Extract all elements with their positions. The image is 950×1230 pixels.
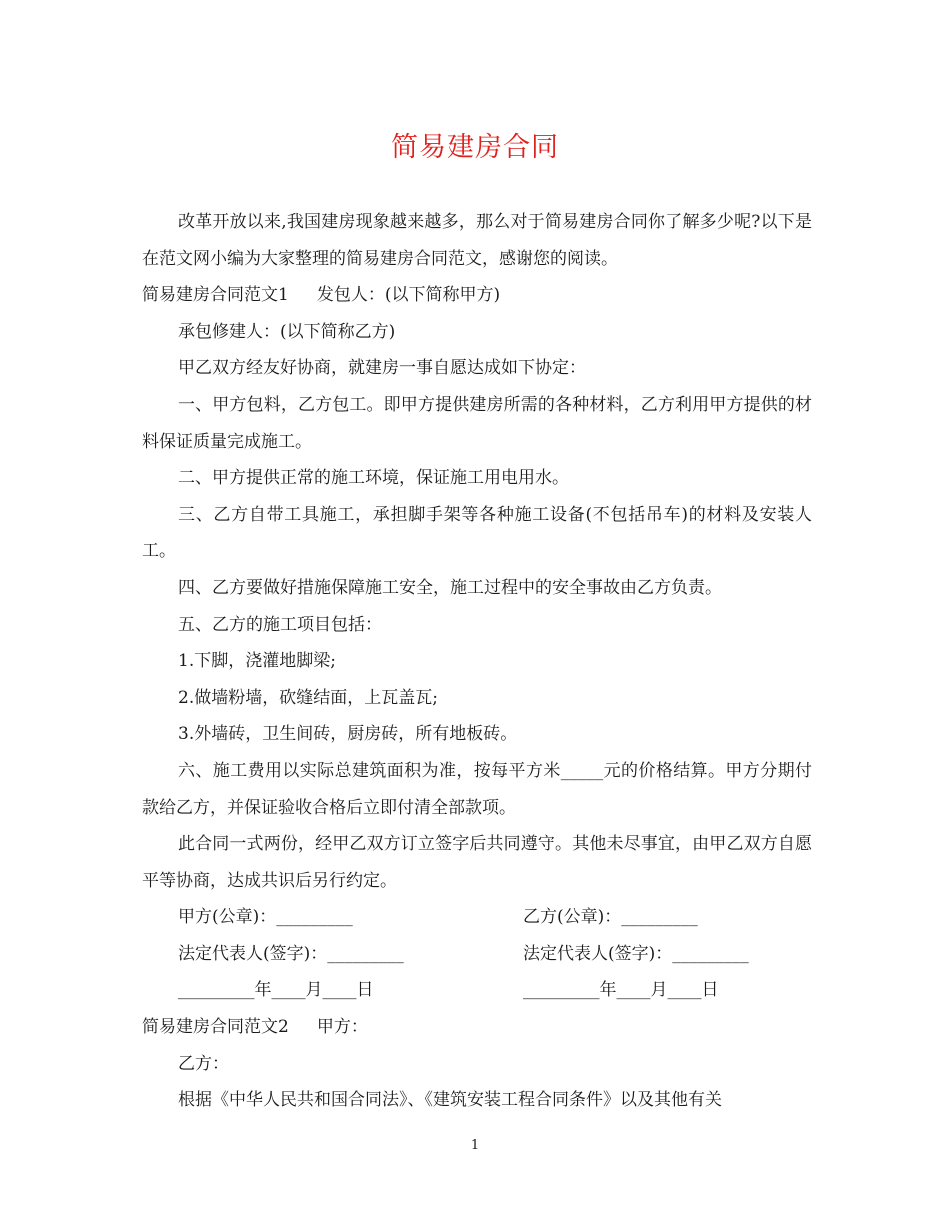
clause-5: 五、乙方的施工项目包括：	[178, 614, 382, 635]
sample2-party-a: 甲方：	[316, 1017, 368, 1038]
sample1-party-b: 承包修建人：(以下简称乙方)	[178, 321, 396, 342]
document-body	[142, 204, 812, 1119]
signature-row-representative	[142, 936, 812, 973]
sample1-heading-row	[142, 277, 812, 314]
party-a-date-line: _________年____月____日	[178, 980, 374, 1001]
closing-paragraph: 此合同一式两份，经甲乙双方订立签字后共同遵守。其他未尽事宜，由甲乙双方自愿平等协商，达成共识后另行约定。	[142, 834, 812, 891]
sample1-agreement: 甲乙双方经友好协商，就建房一事自愿达成如下协定：	[178, 358, 586, 379]
document-title: 简易建房合同	[391, 132, 559, 163]
clause-3: 三、乙方自带工具施工，承担脚手架等各种施工设备(不包括吊车)的材料及安装人工。	[142, 504, 812, 562]
party-b-seal-line: 乙方(公章)：_________	[523, 907, 698, 928]
clause-5-item-2: 2.做墙粉墙，砍缝结面，上瓦盖瓦;	[178, 687, 438, 708]
clause-6: 六、施工费用以实际总建筑面积为准，按每平方米_____元的价格结算。甲方分期付款给乙方，并保证验收合格后立即付清全部款项。	[142, 760, 812, 818]
party-b-representative-line: 法定代表人(签字)：_________	[523, 943, 749, 964]
clause-5-item-1: 1.下脚，浇灌地脚梁;	[178, 651, 336, 672]
clause-4: 四、乙方要做好措施保障施工安全，施工过程中的安全事故由乙方负责。	[178, 577, 722, 598]
intro-paragraph: 改革开放以来,我国建房现象越来越多，那么对于简易建房合同你了解多少呢?以下是在范文网小编为大家整理的简易建房合同范文，感谢您的阅读。	[142, 212, 812, 269]
clause-5-item-3: 3.外墙砖，卫生间砖，厨房砖，所有地板砖。	[178, 724, 518, 745]
sample1-party-a: 发包人：(以下简称甲方)	[316, 285, 501, 306]
page-number: 1	[470, 1138, 480, 1153]
party-a-seal-line: 甲方(公章)：_________	[178, 907, 353, 928]
sample2-heading: 简易建房合同范文2	[142, 1017, 289, 1038]
signature-row-seal	[142, 899, 812, 936]
party-a-representative-line: 法定代表人(签字)：_________	[178, 943, 404, 964]
clause-2: 二、甲方提供正常的施工环境，保证施工用电用水。	[178, 468, 569, 489]
sample1-heading: 简易建房合同范文1	[142, 285, 289, 306]
party-b-date-line: _________年____月____日	[523, 980, 719, 1001]
sample2-basis: 根据《中华人民共和国合同法》、《建筑安装工程合同条件》以及其他有关	[178, 1090, 722, 1111]
sample2-heading-row	[142, 1009, 812, 1046]
clause-1: 一、甲方包料，乙方包工。即甲方提供建房所需的各种材料，乙方利用甲方提供的材料保证质量完成施工。	[142, 394, 812, 452]
sample2-party-b: 乙方：	[178, 1053, 229, 1074]
signature-row-date	[142, 972, 812, 1009]
